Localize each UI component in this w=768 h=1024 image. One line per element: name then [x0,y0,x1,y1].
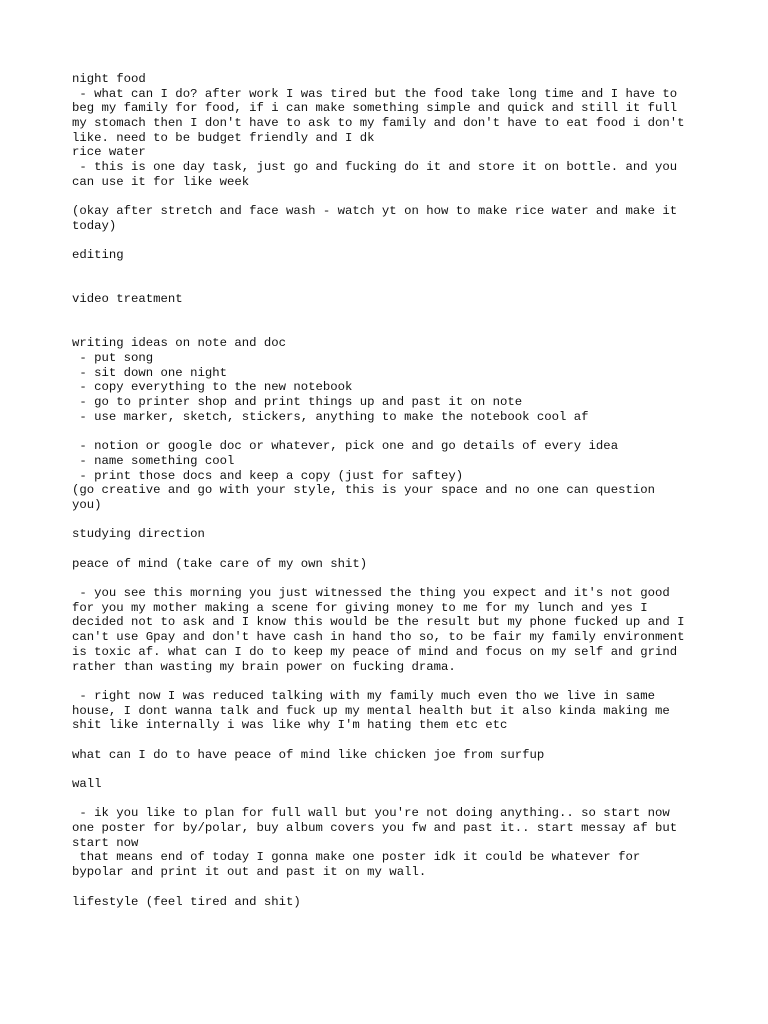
blank-line [72,513,732,528]
blank-line [72,792,732,807]
text-line: rather than wasting my brain power on fucking drama. [72,659,456,674]
list-item: - put song [72,351,154,366]
blank-line [72,880,732,895]
text-line: can't use Gpay and don't have cash in hand tho so, to be fair my family environment [72,630,685,645]
section-heading: studying direction [72,527,205,542]
text-line: my stomach then I don't have to ask to my family and don't have to eat food i don't [72,116,685,131]
text-line: can use it for like week [72,174,250,189]
text-line: start now [72,835,139,850]
text-line: (okay after stretch and face wash - watch yt on how to make rice water and make it [72,204,678,219]
text-line: that means end of today I gonna make one poster idk it could be whatever for [72,850,641,865]
section-heading: peace of mind (take care of my own shit) [72,556,368,571]
text-line: what can I do to have peace of mind like chicken joe from surfup [72,747,545,762]
list-item: - name something cool [72,453,235,468]
document-page [72,72,732,909]
blank-line [72,307,732,322]
section-heading: editing [72,248,124,263]
section-heading: writing ideas on note and doc [72,336,287,351]
section-heading: lifestyle (feel tired and shit) [72,894,301,909]
text-line: one poster for by/polar, buy album covers you fw and past it.. start messay af but [72,821,678,836]
blank-line [72,190,732,205]
text-line: like. need to be budget friendly and I dk [72,130,375,145]
text-line: decided not to ask and I know this would be the result but my phone fucked up and I [72,615,685,630]
blank-line [72,322,732,337]
text-line: - this is one day task, just go and fucking do it and store it on bottle. and you [72,160,678,175]
text-line: bypolar and print it out and past it on my wall. [72,865,427,880]
section-heading: video treatment [72,292,183,307]
list-item: - you see this morning you just witnessed the thing you expect and it's not good [72,586,670,601]
blank-line [72,234,732,249]
section-heading: wall [72,777,102,791]
blank-line [72,542,732,557]
text-line: is toxic af. what can I do to keep my peace of mind and focus on my self and grind [72,644,678,659]
list-item: - copy everything to the new notebook [72,380,353,395]
list-item: - ik you like to plan for full wall but you're not doing anything.. so start now [72,806,670,821]
text-line: for you my mother making a scene for giving money to me for my lunch and yes I [72,600,648,615]
blank-line [72,762,732,777]
text-line: today) [72,218,117,233]
blank-line [72,425,732,440]
blank-line [72,278,732,293]
blank-line [72,733,732,748]
blank-line [72,571,732,586]
list-item: - use marker, sketch, stickers, anything to make the notebook cool af [72,409,589,424]
text-line: - what can I do? after work I was tired but the food take long time and I have to [72,86,678,101]
list-item: - right now I was reduced talking with my family much even tho we live in same [72,688,655,703]
text-line: shit like internally i was like why I'm hating them etc etc [72,718,508,733]
list-item: - sit down one night [72,365,227,380]
list-item: - print those docs and keep a copy (just for saftey) [72,468,464,483]
text-line: you) [72,497,102,512]
text-line: house, I dont wanna talk and fuck up my mental health but it also kinda making me [72,703,670,718]
text-line: night food [72,72,146,86]
text-line: beg my family for food, if i can make something simple and quick and still it full [72,101,678,116]
blank-line [72,674,732,689]
text-line: (go creative and go with your style, this is your space and no one can question [72,483,655,498]
list-item: - go to printer shop and print things up and past it on note [72,395,523,410]
list-item: - notion or google doc or whatever, pick one and go details of every idea [72,439,619,454]
blank-line [72,263,732,278]
text-line: rice water [72,145,146,160]
